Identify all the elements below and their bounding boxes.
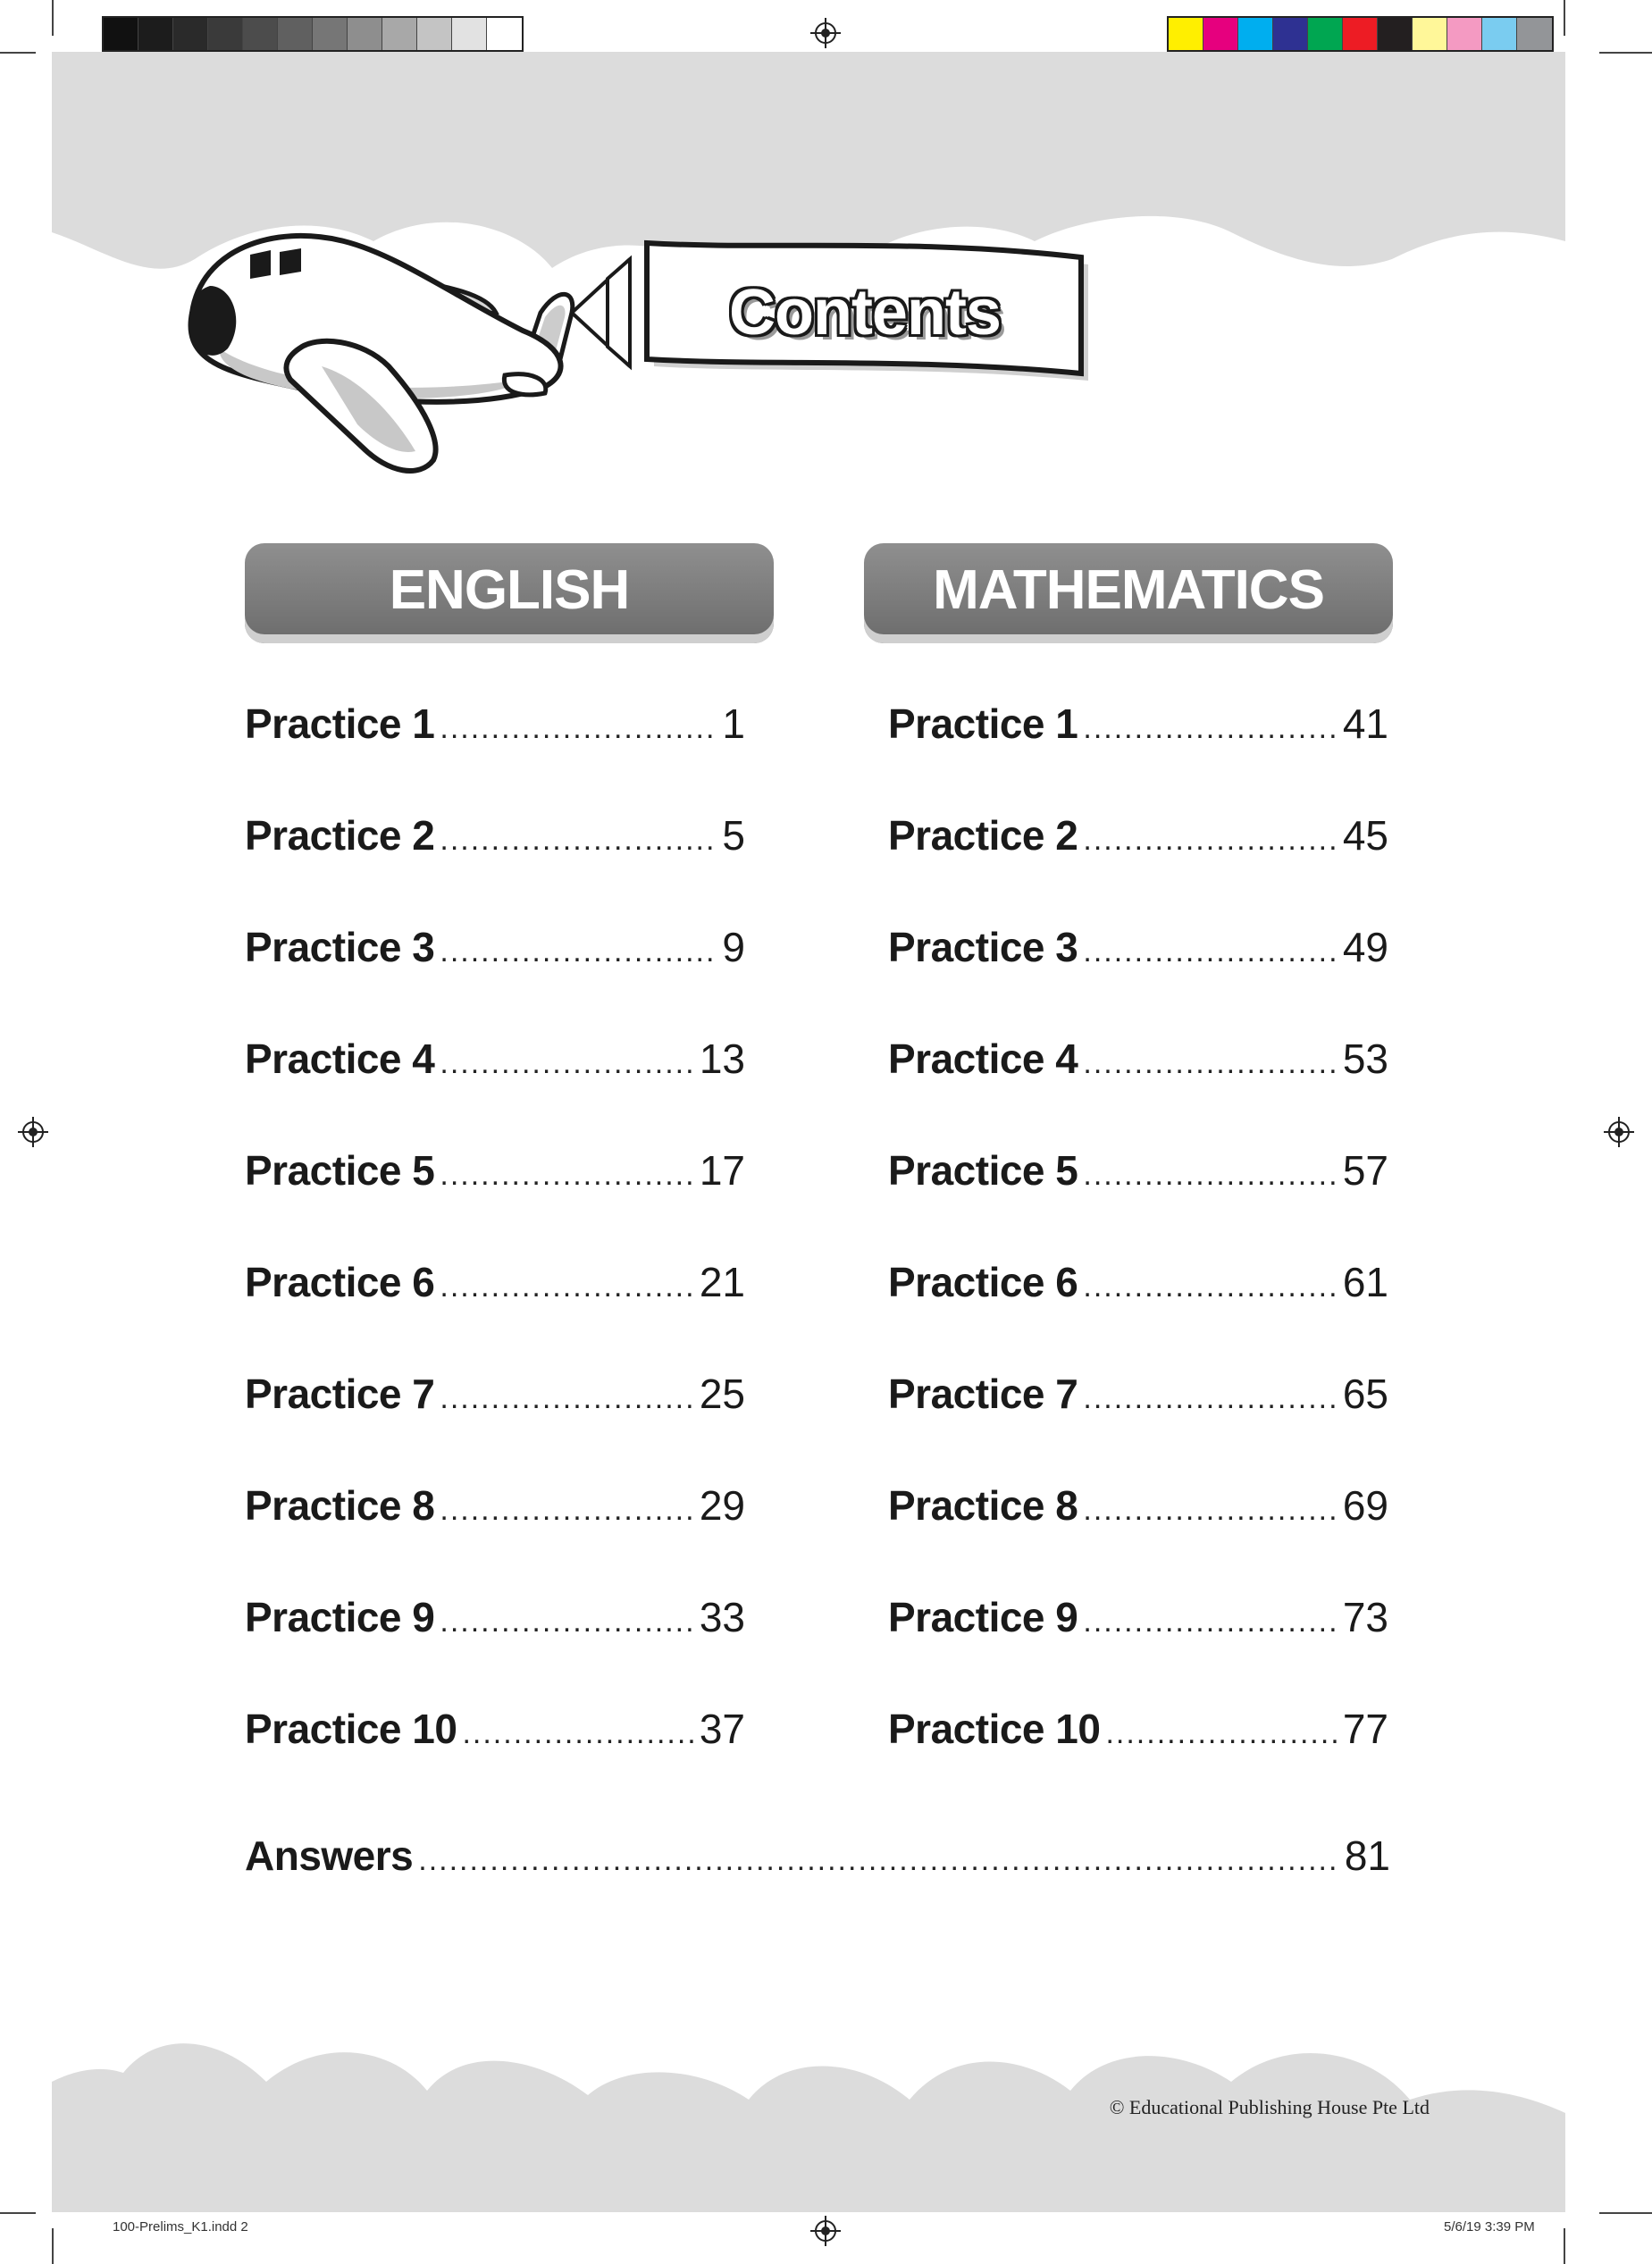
dot-leader — [440, 701, 717, 755]
toc-entry[interactable] — [888, 1255, 1388, 1309]
answers-label: Answers — [245, 1832, 414, 1879]
toc-entry-label: Practice 1 — [245, 700, 435, 747]
color-swatch — [1273, 18, 1308, 50]
toc-entry[interactable] — [245, 1144, 745, 1197]
registration-mark — [810, 2216, 841, 2246]
toc-entry-page-number: 33 — [699, 1594, 745, 1640]
toc-entry-page-number: 77 — [1342, 1706, 1388, 1752]
color-swatch — [487, 18, 522, 50]
registration-mark — [1604, 1117, 1634, 1147]
toc-entry-page-number: 73 — [1342, 1594, 1388, 1640]
dot-leader — [462, 1706, 693, 1760]
toc-entry[interactable] — [888, 809, 1388, 862]
color-swatch — [243, 18, 278, 50]
crop-mark — [1599, 2212, 1652, 2214]
dot-leader — [440, 1371, 693, 1425]
dot-leader — [440, 1483, 693, 1537]
dot-leader — [418, 1833, 1339, 1887]
dot-leader — [1083, 1148, 1337, 1202]
crop-mark — [0, 52, 36, 54]
color-swatch — [138, 18, 173, 50]
toc-entry-label: Practice 10 — [245, 1706, 457, 1752]
answers-toc-entry[interactable] — [245, 1829, 1390, 1882]
crop-mark — [52, 2228, 54, 2264]
toc-entry-page-number: 45 — [1342, 812, 1388, 859]
toc-entry[interactable] — [888, 920, 1388, 974]
toc-entry-page-number: 17 — [699, 1147, 745, 1194]
toc-entry[interactable] — [888, 1144, 1388, 1197]
color-swatch — [417, 18, 452, 50]
toc-entry[interactable] — [245, 920, 745, 974]
dot-leader — [440, 813, 717, 867]
toc-entry[interactable] — [245, 1032, 745, 1086]
toc-entry-label: Practice 10 — [888, 1706, 1101, 1752]
toc-entry[interactable] — [245, 697, 745, 750]
color-swatch — [313, 18, 348, 50]
toc-entry-page-number: 65 — [1342, 1371, 1388, 1417]
dot-leader — [1083, 1371, 1337, 1425]
toc-entry-label: Practice 6 — [888, 1259, 1078, 1305]
color-swatch — [1517, 18, 1552, 50]
toc-entry-label: Practice 6 — [245, 1259, 435, 1305]
toc-entry[interactable] — [888, 1590, 1388, 1644]
crop-mark — [1564, 2228, 1565, 2264]
color-swatch — [382, 18, 417, 50]
toc-entry[interactable] — [245, 1590, 745, 1644]
toc-entry-page-number: 13 — [699, 1036, 745, 1082]
color-swatch — [1238, 18, 1273, 50]
color-swatch — [1482, 18, 1517, 50]
toc-entry-label: Practice 2 — [888, 812, 1078, 859]
toc-entry[interactable] — [888, 1479, 1388, 1532]
crop-mark — [1564, 0, 1565, 36]
toc-entry[interactable] — [245, 1367, 745, 1421]
color-swatch — [452, 18, 487, 50]
color-swatch — [1308, 18, 1343, 50]
color-swatch — [1447, 18, 1482, 50]
color-swatch — [104, 18, 138, 50]
crop-mark — [52, 0, 54, 36]
toc-entry-page-number: 5 — [722, 812, 745, 859]
toc-entry-page-number: 37 — [699, 1706, 745, 1752]
toc-entry-label: Practice 3 — [888, 924, 1078, 970]
toc-entry-label: Practice 7 — [888, 1371, 1078, 1417]
copyright-notice: © Educational Publishing House Pte Ltd — [1109, 2096, 1430, 2118]
toc-entry-page-number: 1 — [722, 700, 745, 747]
registration-mark — [18, 1117, 48, 1147]
dot-leader — [1083, 701, 1337, 755]
slug-filename: 100-Prelims_K1.indd 2 — [113, 2219, 248, 2235]
toc-entry-page-number: 41 — [1342, 700, 1388, 747]
toc-entry[interactable] — [245, 1255, 745, 1309]
dot-leader — [1083, 813, 1337, 867]
toc-entry[interactable] — [888, 697, 1388, 750]
color-swatch — [1343, 18, 1378, 50]
color-swatch — [278, 18, 313, 50]
toc-entry-page-number: 57 — [1342, 1147, 1388, 1194]
toc-entry[interactable] — [888, 1367, 1388, 1421]
dot-leader — [1083, 1483, 1337, 1537]
toc-entry-label: Practice 5 — [888, 1147, 1078, 1194]
toc-entry-label: Practice 1 — [888, 700, 1078, 747]
toc-entry-page-number: 61 — [1342, 1259, 1388, 1305]
toc-entry-label: Practice 8 — [245, 1482, 435, 1529]
toc-entry-label: Practice 8 — [888, 1482, 1078, 1529]
answers-page-number: 81 — [1344, 1832, 1390, 1879]
dot-leader — [1083, 1595, 1337, 1648]
color-swatch — [348, 18, 382, 50]
toc-entry[interactable] — [888, 1702, 1388, 1756]
page-title: Contents — [729, 277, 1001, 348]
mathematics-section-header: MATHEMATICS — [864, 543, 1393, 643]
toc-entry-page-number: 49 — [1342, 924, 1388, 970]
toc-entry-page-number: 25 — [699, 1371, 745, 1417]
color-swatch — [1169, 18, 1203, 50]
dot-leader — [1105, 1706, 1337, 1760]
registration-mark — [810, 18, 841, 48]
toc-entry-page-number: 53 — [1342, 1036, 1388, 1082]
toc-entry-label: Practice 9 — [888, 1594, 1078, 1640]
color-swatch — [1378, 18, 1413, 50]
color-swatch — [208, 18, 243, 50]
dot-leader — [1083, 1260, 1337, 1313]
toc-entry[interactable] — [245, 1479, 745, 1532]
slug-timestamp: 5/6/19 3:39 PM — [1444, 2219, 1535, 2235]
toc-entry-page-number: 9 — [722, 924, 745, 970]
toc-entry[interactable] — [245, 1702, 745, 1756]
toc-entry-label: Practice 4 — [888, 1036, 1078, 1082]
toc-entry[interactable] — [245, 809, 745, 862]
toc-entry-label: Practice 9 — [245, 1594, 435, 1640]
color-swatch-bar — [1167, 16, 1554, 52]
toc-entry-label: Practice 2 — [245, 812, 435, 859]
color-swatch — [173, 18, 208, 50]
dot-leader — [440, 925, 717, 978]
toc-entry-label: Practice 5 — [245, 1147, 435, 1194]
dot-leader — [440, 1148, 693, 1202]
toc-entry-label: Practice 3 — [245, 924, 435, 970]
dot-leader — [440, 1595, 693, 1648]
dot-leader — [440, 1260, 693, 1313]
toc-entry-label: Practice 4 — [245, 1036, 435, 1082]
color-swatch — [1413, 18, 1447, 50]
crop-mark — [0, 2212, 36, 2214]
toc-entry-page-number: 29 — [699, 1482, 745, 1529]
grayscale-swatch-bar — [102, 16, 524, 52]
color-swatch — [1203, 18, 1238, 50]
toc-entry-label: Practice 7 — [245, 1371, 435, 1417]
dot-leader — [1083, 925, 1337, 978]
english-section-header: ENGLISH — [245, 543, 774, 643]
bottom-clouds — [52, 2010, 1565, 2153]
dot-leader — [1083, 1036, 1337, 1090]
toc-entry-page-number: 69 — [1342, 1482, 1388, 1529]
toc-entry[interactable] — [888, 1032, 1388, 1086]
toc-entry-page-number: 21 — [699, 1259, 745, 1305]
crop-mark — [1599, 52, 1652, 54]
dot-leader — [440, 1036, 693, 1090]
